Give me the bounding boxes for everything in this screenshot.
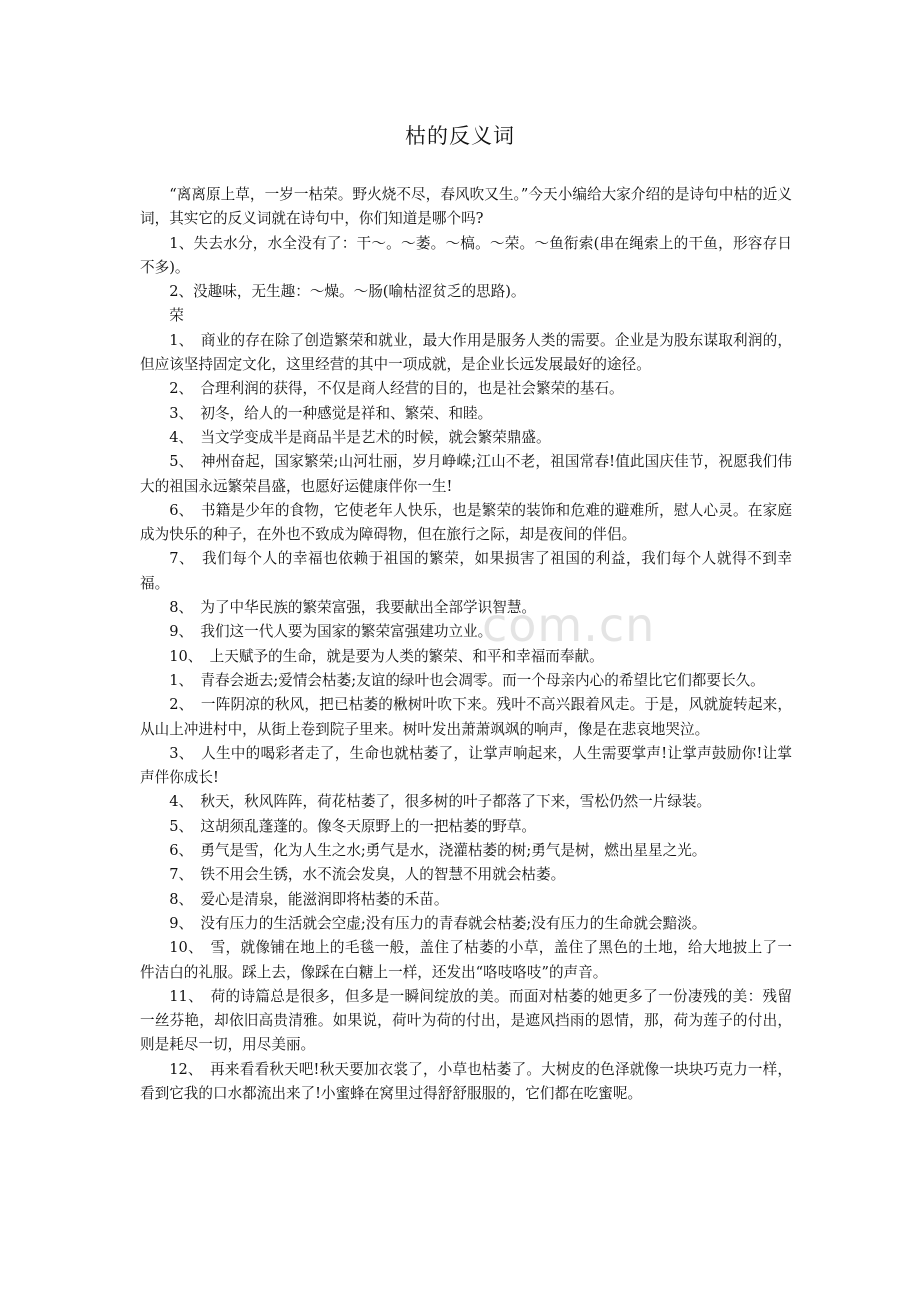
ku-sentence-5: 5、 这胡须乱蓬蓬的。像冬天原野上的一把枯萎的野草。 (169, 817, 537, 835)
ku-sentence-9: 9、 没有压力的生活就会空虚;没有压力的青春就会枯萎;没有压力的生命就会黯淡。 (169, 914, 707, 932)
ku-sentence-3: 3、 人生中的喝彩者走了，生命也就枯萎了，让掌声响起来，人生需要掌声!让掌声鼓励你!让掌声伴你成长! (140, 744, 792, 787)
rong-sentence-7: 7、 我们每个人的幸福也依赖于祖国的繁荣，如果损害了祖国的利益，我们每个人就得不到幸福。 (140, 550, 792, 592)
rong-sentence-4: 4、 当文学变成半是商品半是艺术的时候，就会繁荣鼎盛。 (169, 428, 551, 446)
section-heading-rong: 荣 (169, 307, 184, 325)
definition-1: 1、失去水分，水全没有了：干～。～萎。～槁。～荣。～鱼衔索(串在绳索上的干鱼，形容存日不多)。 (140, 234, 792, 276)
intro-paragraph: “离离原上草，一岁一枯荣。野火烧不尽，春风吹又生。”今天小编给大家介绍的是诗句中枯的近义词，其实它的反义词就在诗句中，你们知道是哪个吗? (140, 186, 792, 228)
ku-sentence-7: 7、 铁不用会生锈，水不流会发臭，人的智慧不用就会枯萎。 (169, 866, 566, 884)
rong-sentence-5: 5、 神州奋起，国家繁荣;山河壮丽，岁月峥嵘;江山不老，祖国常春!值此国庆佳节，祝愿我们伟大的祖国永远繁荣昌盛，也愿好运健康伴你一生! (140, 453, 792, 495)
rong-sentence-9: 9、 我们这一代人要为国家的繁荣富强建功立业。 (169, 623, 493, 641)
ku-sentence-4: 4、 秋天，秋风阵阵，荷花枯萎了，很多树的叶子都落了下来，雪松仍然一片绿装。 (169, 793, 712, 811)
rong-sentence-3: 3、 初冬，给人的一种感觉是祥和、繁荣、和睦。 (169, 404, 493, 422)
page-title: 枯的反义词 (405, 124, 515, 148)
ku-sentence-6: 6、 勇气是雪，化为人生之水;勇气是水，浇灌枯萎的树;勇气是树，燃出星星之光。 (169, 842, 707, 860)
rong-sentence-2: 2、 合理利润的获得，不仅是商人经营的目的，也是社会繁荣的基石。 (169, 380, 624, 398)
rong-sentence-6: 6、 书籍是少年的食物，它使老年人快乐，也是繁荣的装饰和危难的避难所，慰人心灵。在家庭成为快乐的种子，在外也不致成为障碍物，但在旅行之际，却是夜间的伴侣。 (140, 501, 792, 544)
watermark: com.cn (482, 598, 656, 652)
ku-sentence-2: 2、 一阵阴凉的秋风，把已枯萎的楸树叶吹下来。残叶不高兴跟着风走。于是，风就旋转起来，从山上冲进村中，从街上卷到院子里来。树叶发出萧萧飒飒的响声，像是在悲哀地哭泣。 (140, 696, 792, 738)
rong-sentence-8: 8、 为了中华民族的繁荣富强，我要献出全部学识智慧。 (169, 599, 537, 617)
ku-sentence-10: 10、 雪，就像铺在地上的毛毯一般，盖住了枯萎的小草，盖住了黑色的土地，给大地披上了一件洁白的礼服。踩上去，像踩在白糖上一样，还发出“咯吱咯吱”的声音。 (140, 939, 792, 981)
rong-sentence-10: 10、 上天赋予的生命，就是要为人类的繁荣、和平和幸福而奉献。 (169, 647, 604, 665)
ku-sentence-11: 11、 荷的诗篇总是很多，但多是一瞬间绽放的美。而面对枯萎的她更多了一份凄残的美：残留一丝芬艳，却依旧高贵清雅。如果说，荷叶为荷的付出，是遮风挡雨的恩情，那，荷为莲子的付出，则是耗尽一切，用尽美丽。 (140, 987, 792, 1054)
ku-sentence-8: 8、 爱心是清泉，能滋润即将枯萎的禾苗。 (169, 890, 449, 908)
definition-2: 2、没趣味，无生趣：～燥。～肠(喻枯涩贫乏的思路)。 (169, 283, 526, 301)
ku-sentence-1: 1、 青春会逝去;爱情会枯萎;友谊的绿叶也会凋零。而一个母亲内心的希望比它们都要长久。 (169, 671, 765, 689)
ku-sentence-12: 12、 再来看看秋天吧!秋天要加衣裳了，小草也枯萎了。大树皮的色泽就像一块块巧克力一样，看到它我的口水都流出来了!小蜜蜂在窝里过得舒舒服服的，它们都在吃蜜呢。 (140, 1060, 792, 1102)
rong-sentence-1: 1、 商业的存在除了创造繁荣和就业，最大作用是服务人类的需要。企业是为股东谋取利润的，但应该坚持固定文化，这里经营的其中一项成就，是企业长远发展最好的途径。 (140, 331, 792, 374)
document-body (140, 183, 792, 1106)
